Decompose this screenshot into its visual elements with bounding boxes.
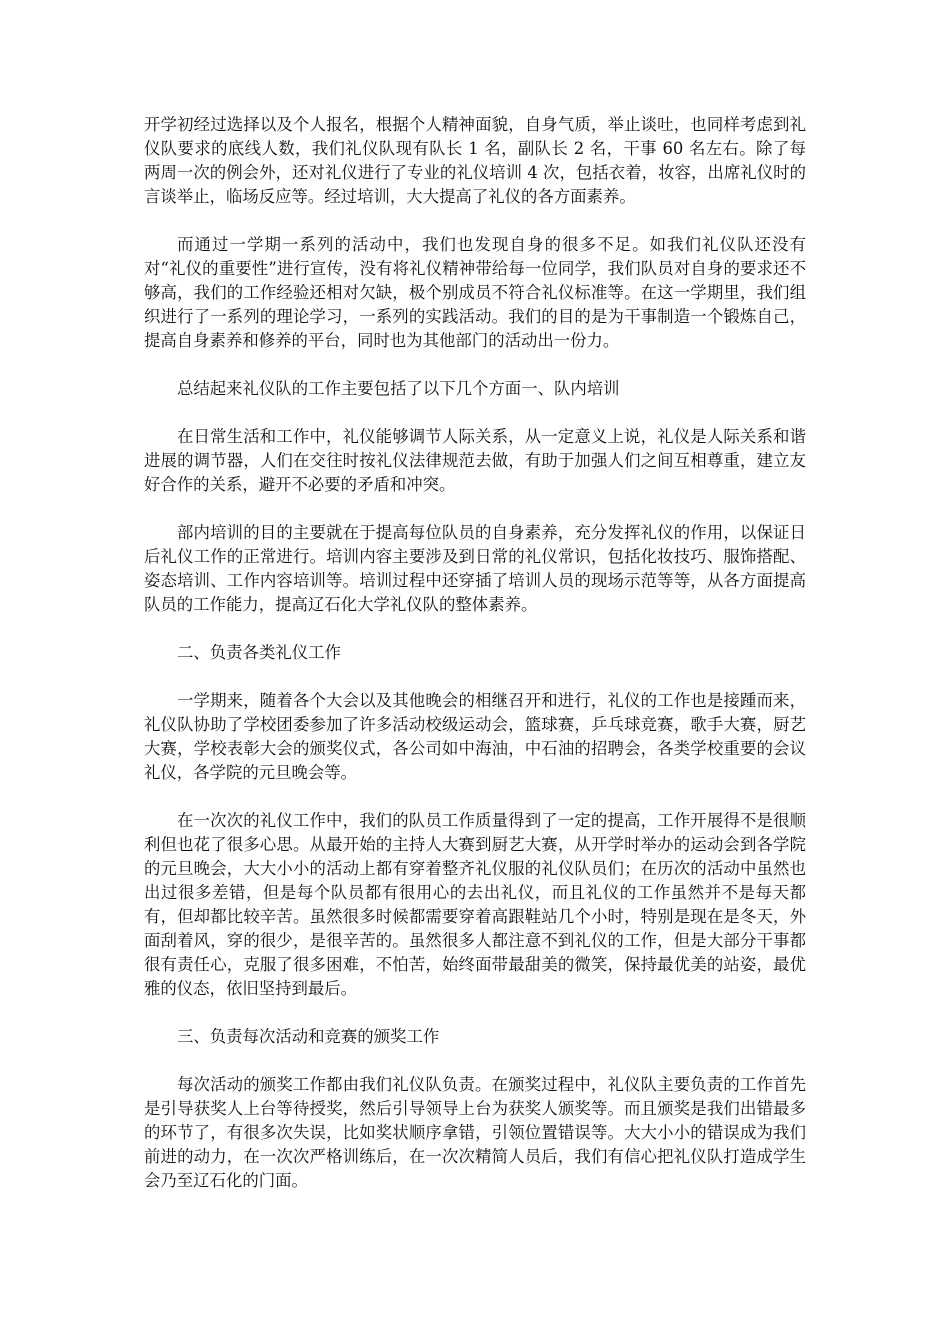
paragraph-work-experience: 在一次次的礼仪工作中，我们的队员工作质量得到了一定的提高，工作开展得不是很顺利但也花了很多心思。从最开始的主持人大赛到厨艺大赛，从开学时举办的运动会到各学院的元旦晚会，大大小小的活动上都有穿着整齐礼仪服的礼仪队员们；在历次的活动中虽然也出过很多差错，但是每个队员都有很用心的去出礼仪，而且礼仪的工作虽然并不是每天都有，但却都比较辛苦。虽然很多时候都需要穿着高跟鞋站几个小时，特别是现在是冬天，外面刮着风，穿的很少，是很辛苦的。虽然很多人都注意不到礼仪的工作，但是大部分干事都很有责任心，克服了很多困难，不怕苦，始终面带最甜美的微笑，保持最优美的站姿，最优雅的仪态，依旧坚持到最后。 (144, 811, 806, 998)
section-heading-award-ceremony: 三、负责每次活动和竞赛的颁奖工作 (177, 1027, 440, 1046)
section-heading-etiquette-work: 二、负责各类礼仪工作 (177, 643, 341, 662)
paragraph-shortcomings: 而通过一学期一系列的活动中，我们也发现自身的很多不足。如我们礼仪队还没有对“礼仪的重要性”进行宣传，没有将礼仪精神带给每一位同学，我们队员对自身的要求还不够高，我们的工作经验还相对欠缺，极个别成员不符合礼仪标准等。在这一学期里，我们组织进行了一系列的理论学习，一系列的实践活动。我们的目的是为干事制造一个锻炼自己，提高自身素养和修养的平台，同时也为其他部门的活动出一份力。 (144, 235, 806, 350)
section-heading-internal-training: 总结起来礼仪队的工作主要包括了以下几个方面一、队内培训 (177, 379, 620, 398)
document-body (144, 113, 806, 1193)
paragraph-events-list: 一学期来，随着各个大会以及其他晚会的相继召开和进行，礼仪的工作也是接踵而来，礼仪队协助了学校团委参加了许多活动校级运动会，篮球赛，乒乓球竞赛，歌手大赛，厨艺大赛，学校表彰大会的颁奖仪式，各公司如中海油，中石油的招聘会，各类学校重要的会议礼仪，各学院的元旦晚会等。 (144, 691, 806, 782)
paragraph-award-work: 每次活动的颁奖工作都由我们礼仪队负责。在颁奖过程中，礼仪队主要负责的工作首先是引导获奖人上台等待授奖，然后引导领导上台为获奖人颁奖等。而且颁奖是我们出错最多的环节了，有很多次失误，比如奖状顺序拿错，引领位置错误等。大大小小的错误成为我们前进的动力，在一次次严格训练后，在一次次精简人员后，我们有信心把礼仪队打造成学生会乃至辽石化的门面。 (144, 1075, 806, 1190)
paragraph-etiquette-role: 在日常生活和工作中，礼仪能够调节人际关系，从一定意义上说，礼仪是人际关系和谐进展的调节器，人们在交往时按礼仪法律规范去做，有助于加强人们之间互相尊重，建立友好合作的关系，避开不必要的矛盾和冲突。 (144, 427, 806, 494)
paragraph-registration: 开学初经过选择以及个人报名，根据个人精神面貌，自身气质，举止谈吐，也同样考虑到礼仪队要求的底线人数，我们礼仪队现有队长 1 名，副队长 2 名，干事 60 名左右。除了每两周一次的例会外，还对礼仪进行了专业的礼仪培训 4 次，包括衣着，妆容，出席礼仪时的言谈举止，临场反应等。经过培训，大大提高了礼仪的各方面素养。 (144, 115, 806, 206)
paragraph-training-goals: 部内培训的目的主要就在于提高每位队员的自身素养，充分发挥礼仪的作用，以保证日后礼仪工作的正常进行。培训内容主要涉及到日常的礼仪常识，包括化妆技巧、服饰搭配、姿态培训、工作内容培训等。培训过程中还穿插了培训人员的现场示范等等，从各方面提高队员的工作能力，提高辽石化大学礼仪队的整体素养。 (144, 523, 806, 614)
